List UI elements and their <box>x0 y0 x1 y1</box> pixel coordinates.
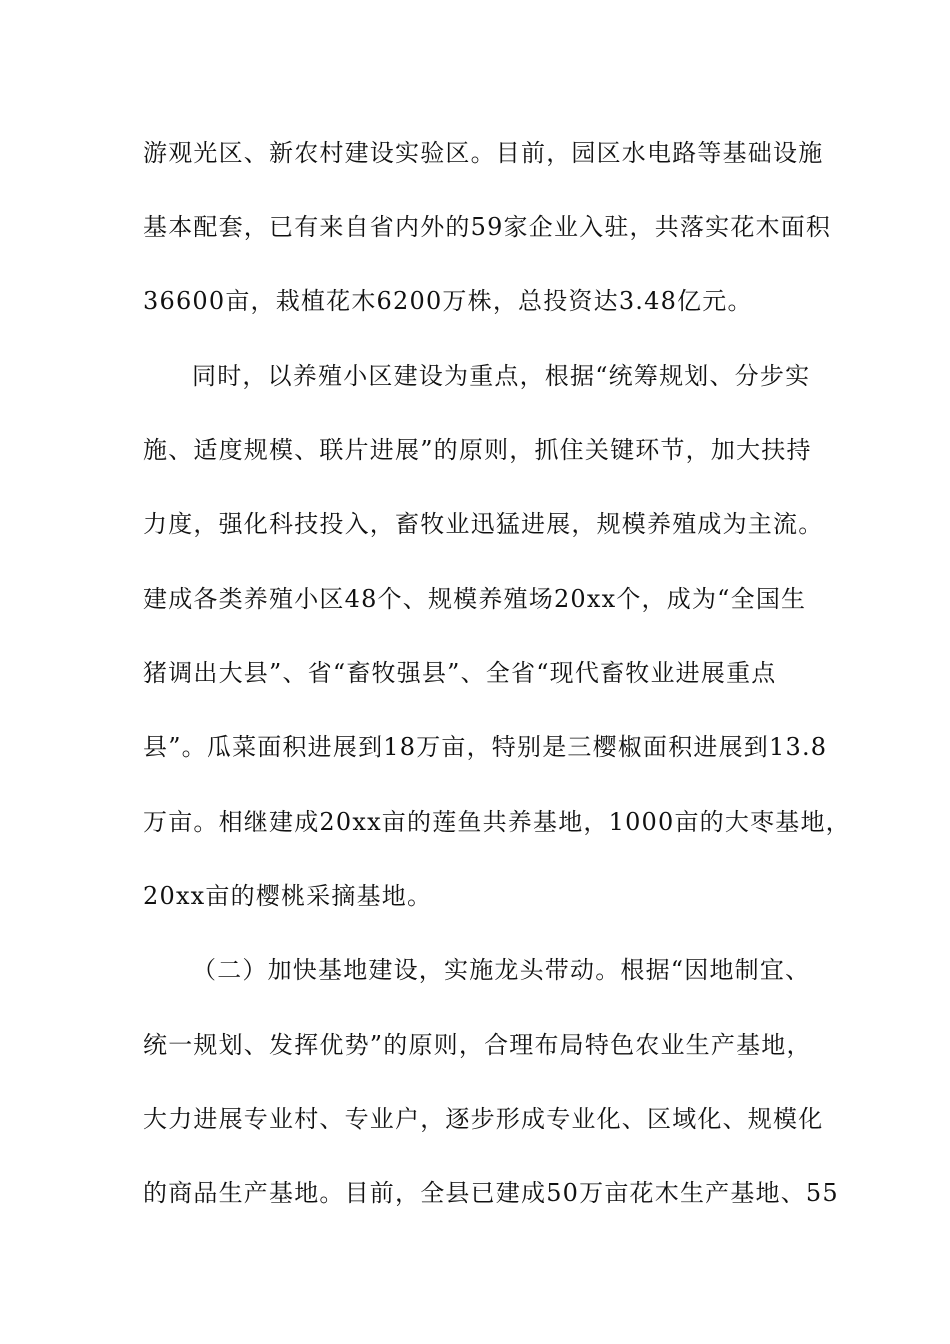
text-line: 万亩。相继建成20xx亩的莲鱼共养基地，1000亩的大枣基地， <box>143 808 851 836</box>
text-line: 20xx亩的樱桃采摘基地。 <box>143 882 433 910</box>
paragraph-first-line: 同时，以养殖小区建设为重点，根据“统筹规划、分步实 <box>192 362 811 390</box>
text-line: 力度，强化科技投入，畜牧业迅猛进展，规模养殖成为主流。 <box>143 510 824 538</box>
text-line: 统一规划、发挥优势”的原则，合理布局特色农业生产基地， <box>143 1031 812 1059</box>
text-line: 大力进展专业村、专业户，逐步形成专业化、区域化、规模化 <box>143 1105 824 1133</box>
text-line: 36600亩，栽植花木6200万株，总投资达3.48亿元。 <box>143 287 753 315</box>
text-line: 的商品生产基地。目前，全县已建成50万亩花木生产基地、55 <box>143 1179 839 1207</box>
text-line: 施、适度规模、联片进展”的原则，抓住关键环节，加大扶持 <box>143 436 812 464</box>
text-line: 县”。瓜菜面积进展到18万亩，特别是三樱椒面积进展到13.8 <box>143 733 828 761</box>
text-line: 基本配套，已有来自省内外的59家企业入驻，共落实花木面积 <box>143 213 832 241</box>
section-heading-line: （二）加快基地建设，实施龙头带动。根据“因地制宜、 <box>192 956 811 984</box>
text-line: 游观光区、新农村建设实验区。目前，园区水电路等基础设施 <box>143 139 824 167</box>
text-line: 建成各类养殖小区48个、规模养殖场20xx个，成为“全国生 <box>143 585 807 613</box>
text-line: 猪调出大县”、省“畜牧强县”、全省“现代畜牧业进展重点 <box>143 659 777 687</box>
